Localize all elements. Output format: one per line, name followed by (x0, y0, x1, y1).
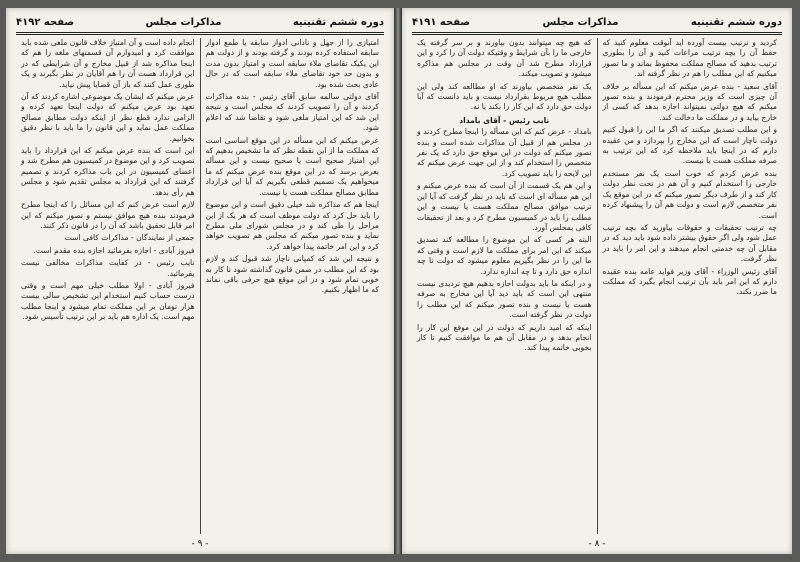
right-page-columns (412, 38, 782, 534)
left-page-column-divider (200, 38, 201, 534)
transcript-paragraph: و نتیجه این شد که کمپانی ناچار شد قبول کند و لازم بود که این مطلب در ضمن قانون گذاشته شود تا کار به خوبی تمام شود و در این موقع هیچ حرفی باقی نماند که ما اظهار بکنیم. (205, 254, 379, 295)
transcript-paragraph: اینجا هم که مذاکره شد خیلی دقیق است و این موضوع را باید حل کرد که دولت موظف است که هر یک از این مراحل را طی کند و در مجلس شورای ملی مطرح نماید و بنده تصور میکنم که مجلس هم تصویب خواهد کرد و این امر خاتمه پیدا خواهد کرد. (205, 200, 379, 251)
transcript-paragraph: و این مطلب تصدیق میکنند که اگر ما این را قبول کنیم دولت ناچار است که این مخارج را بپردازد و من عقیده دارم که در اینجا باید ملاحظه کرد که این ترتیب به صرفه مملکت هست یا نیست. (602, 125, 777, 166)
transcript-paragraph: این است که بنده عرض میکنم که این قرارداد را باید تصویب کرد و این موضوع در کمیسیون هم مطرح شد و اعضای کمیسیون در این باب مذاکره کردند و تصمیم گرفتند که این قرارداد به مجلس تقدیم شود و مجلس هم رأی بدهد. (21, 146, 195, 197)
right-page-column-divider (597, 38, 598, 534)
transcript-paragraph: فیروز آبادی - اولا مطلب خیلی مهم است و وقتی درست حساب کنیم استخدام این تشخیص سالی بیست هزار تومان بر این مملکت تمام میشود و اینجا مطلب مهم است. یک اداره هم باید بر این ترتیب تأسیس شود. (21, 280, 195, 322)
transcript-paragraph: و در اینکه ما باید بدولت اجازه بدهیم هیچ تردیدی نیست منتهی این است که باید دید آیا این مخارج به صرفه هست یا نیست و بنده تصور میکنم که این مطلب را دولت در نظر گرفته است. (417, 278, 592, 320)
transcript-paragraph: فیروز آبادی - اجازه بفرمائید اجازه بنده مقدم است. (33, 245, 195, 255)
book-gutter (394, 8, 402, 554)
transcript-paragraph: اینکه که امید داریم که دولت در این موقع این کار را انجام بدهد و در مقابل آن هم ما موافقت کنیم تا کار بخوبی خاتمه پیدا کند. (417, 322, 592, 353)
left-page-col-right (201, 38, 385, 534)
right-page-col-right (598, 38, 783, 534)
right-header-page-number: صفحه ۴۱۹۱ (412, 16, 471, 28)
left-header-page-number: صفحه ۴۱۹۲ (16, 16, 75, 28)
transcript-paragraph: امتيازی را از جهل و نادانی ادوار سابقه یا طمع ادوار سابقه استفاده کرده بودند و گرفته بودند و از دولت هم این یکیک تقاضای ملاء سابقه است و امتیاز بدون مدت و بدون حد خود تقاضای ملاء سابقه است که در حال عادی بحث شده بود. (205, 38, 379, 89)
transcript-paragraph: انجام داده است و آن امتیاز خلاف قانون ملغی شده باید موافقت کرد و امیدوارم آن قسمتهای ملغه را هم که اینجا مذاکره شد از قبیل مخارج و آن شرایطی که در این قرارداد هست آن را هم آقایان در نظر بگیرند و یک طوری عمل کنند که باز آن قضایا پیش نیاید. (21, 38, 195, 89)
right-header-period: دوره ششم تقنينيه (690, 16, 782, 28)
right-page-footer: - ۸ - (588, 539, 606, 549)
right-header-rule (412, 32, 782, 33)
transcript-paragraph: که هیچ چه میتوانند بدون بیاورند و بر سر گرفته یک خارجی ما را بآن شرایط و وقتیکه دولت آن را کرد و این قرارداد مطرح شد آن وقت در مجلس هم مذاکره میشود و تصویب میکند. (417, 38, 592, 79)
left-page-header (16, 14, 384, 30)
transcript-paragraph: کردید و ترتیب بیست آورده اید آنوقت معلوم کنید که حفظ آن را بچه ترتیب مراعات کنید و آن را بطوری ترتیب بدهید که مصالح مملکت محفوظ بماند و ما تصور میکنیم که این مطلب را هم در نظر گرفته اند. (602, 38, 777, 79)
right-page (402, 8, 792, 554)
transcript-paragraph: بامداد - عرض کنم که این مسأله را اینجا مطرح کردند و در مجلس هم از قبیل آن مذاکرات شده است و بنده تصور میکنم که دولت در این موقع حق دارد که یک نفر متخصص را استخدام کند و از این جهت عرض میکنم که این لایحه را باید تصویب کرد. (417, 127, 592, 178)
right-header-rule-double (412, 34, 782, 35)
right-page-col-left (412, 38, 597, 534)
transcript-paragraph: آقای سعید - بنده عرض میکنم که این مسأله بر خلاف آن چیزی است که وزیر محترم فرمودند و بنده تصور میکنم که هیچ دولتی نمیتواند اجازه بدهد که کسی از خارج بیاید و در مملکت ما دخالت کند. (602, 81, 777, 122)
transcript-paragraph: بنده عرض کردم که خوب است یک نفر مستخدم خارجی را استخدام کنیم و آن هم در تحت نظر دولت کار کند و از طرف دیگر تصور میکنم که در این موقع یک نفر متخصص لازم است و دولت هم آن را پیشنهاد کرده است. (602, 168, 777, 220)
left-header-rule (16, 32, 384, 33)
transcript-paragraph: البته هر کسی که این موضوع را مطالعه کند تصدیق میکند که این امر برای مملکت ما لازم است و وقتی که ما این را در نظر بگیریم معلوم میشود که دولت تا چه اندازه حق دارد و تا چه اندازه ندارد. (417, 235, 592, 276)
right-header-title: مذاكرات مجلس (542, 16, 619, 28)
transcript-paragraph: آقای دولتی سالمه سابق آقای رئیس - بنده مذاکرات کردند و آن را تصویب کردند که مجلس است و نتیجه این شد که این امتیاز ملغی شود و تقاضا شد که اعلام شود. (205, 92, 379, 133)
transcript-paragraph: عرض میکنم که این مسأله در این موقع اساسی است که مملکت ما از این نقطه نظر که ما تشخیص بدهیم که این امتیاز صحیح است یا صحیح نیست و این مسأله بعرض برسد که در این موقع بنده عرض میکنم که ما میخواهیم یک تصمیم قطعی بگیریم که آیا این قرارداد مطابق مصالح مملکت هست یا نیست. (205, 135, 379, 197)
left-page-columns (16, 38, 384, 534)
transcript-paragraph: یک نفر متخصص بیاورند که او مطالعه کند ولی این مطلب هیچ مربوط بقرارداد نیست و باید دانست که آیا دولت حق دارد که این کار را بکند یا نه. (417, 81, 592, 112)
left-header-period: دوره ششم تقنينيه (292, 16, 384, 28)
right-page-header (412, 14, 782, 30)
speaker-heading: نایب رئیس - آقای بامداد (459, 115, 550, 125)
transcript-paragraph: چه ترتیب تحقیقات و حقوقات بیاورید که بچه ترتیب عمل شود ولی اگر حقوق بیشتر داده شود باید دید که در مقابل آن چه خدمتی انجام میدهند و این امر را باید در نظر گرفت. (602, 222, 777, 264)
transcript-paragraph: جمعی از نمایندگان - مذاکرات کافی است (64, 233, 195, 243)
transcript-paragraph: آقای رئیس الوزراء - آقای وزیر فواید عامه بنده عقیده دارم که این امر باید بآن ترتیب انجام بگیرد که مملکت ما ضرر نکند. (602, 266, 777, 297)
left-page-col-left (16, 38, 200, 534)
left-header-rule-double (16, 34, 384, 35)
transcript-paragraph: و این هم یک قسمت از آن است که بنده عرض میکنم و این هم مسأله ای است که باید در نظر گرفت که آیا این ترتیب موافق مصالح مملکت هست یا نیست و این مطلب را باید در کمیسیون مطرح کرد و بعد از تحقیقات کافی بمجلس آورد. (417, 181, 592, 232)
left-page (6, 8, 394, 554)
left-header-title: مذاكرات مجلس (145, 16, 222, 28)
transcript-paragraph: نایب رئیس - در کفایت مذاکرات مخالفی نیست بفرمائید. (21, 258, 195, 278)
left-page-footer: - ۹ - (191, 539, 209, 549)
transcript-paragraph: لازم است عرض کنم که این مسائل را که اینجا مطرح فرمودند بنده هیچ موافق نیستم و تصور میکنم که این امر قابل تحقیق باشد که آن را در قانون ذکر کنند. (21, 200, 195, 230)
transcript-paragraph: عرض میکنم که ایشان یک موضوعی اشاره کردند که آن تعهد بود عرض میکنم که دولت اینجا تعهد کرده و الزامی ندارد قطع نظر از اینکه دولت مطابق مصالح مملکت عمل نماید و این قانون را ما باید با نظر دقیق بخوانیم. (21, 92, 195, 143)
